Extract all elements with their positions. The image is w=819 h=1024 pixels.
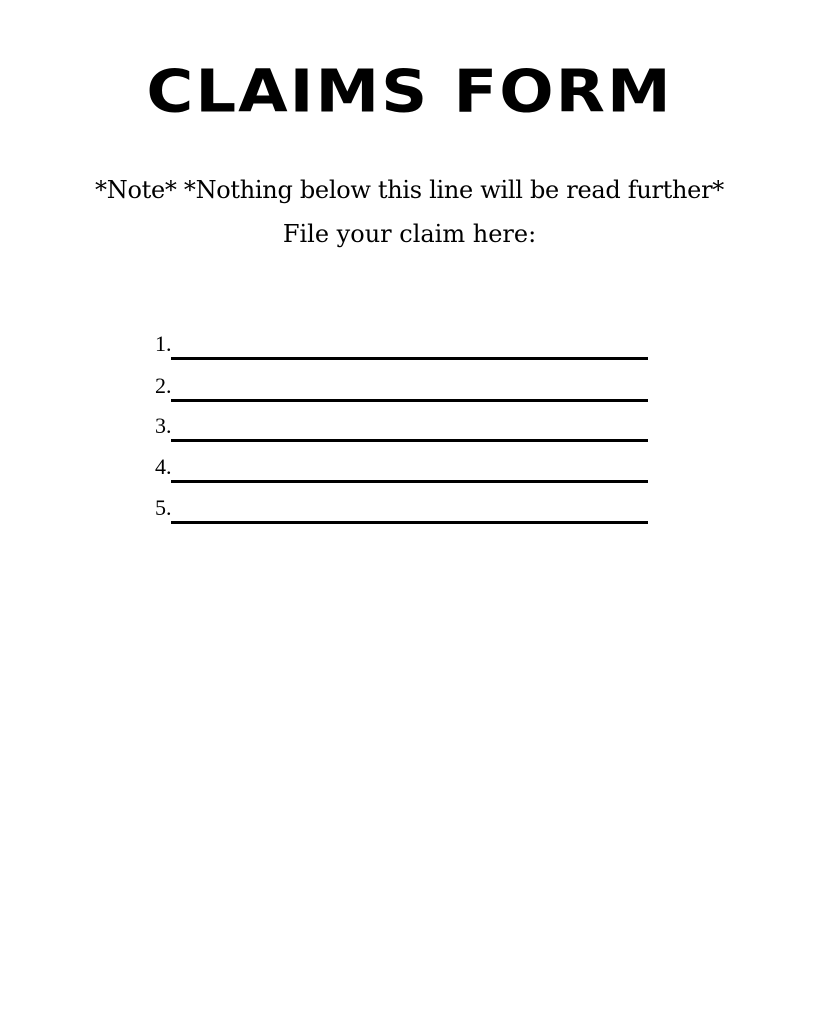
claim-item-1	[155, 330, 655, 360]
claim-item-3	[155, 412, 655, 442]
form-note: *Note* *Nothing below this line will be read further*	[95, 176, 724, 204]
form-title: CLAIMS FORM	[146, 57, 673, 127]
claim-number: 2.	[155, 373, 172, 398]
form-instruction: File your claim here:	[282, 220, 537, 248]
claim-number: 3.	[155, 413, 172, 438]
claim-number: 5.	[155, 495, 172, 520]
claim-item-5	[155, 494, 655, 524]
claim-number: 1.	[155, 331, 172, 356]
claim-line-5[interactable]	[171, 521, 648, 524]
claim-item-2	[155, 372, 655, 402]
claim-line-1[interactable]	[171, 357, 648, 360]
claim-item-4	[155, 453, 655, 483]
claim-line-4[interactable]	[171, 480, 648, 483]
claim-line-2[interactable]	[171, 399, 648, 402]
claim-line-3[interactable]	[171, 439, 648, 442]
claim-number: 4.	[155, 454, 172, 479]
